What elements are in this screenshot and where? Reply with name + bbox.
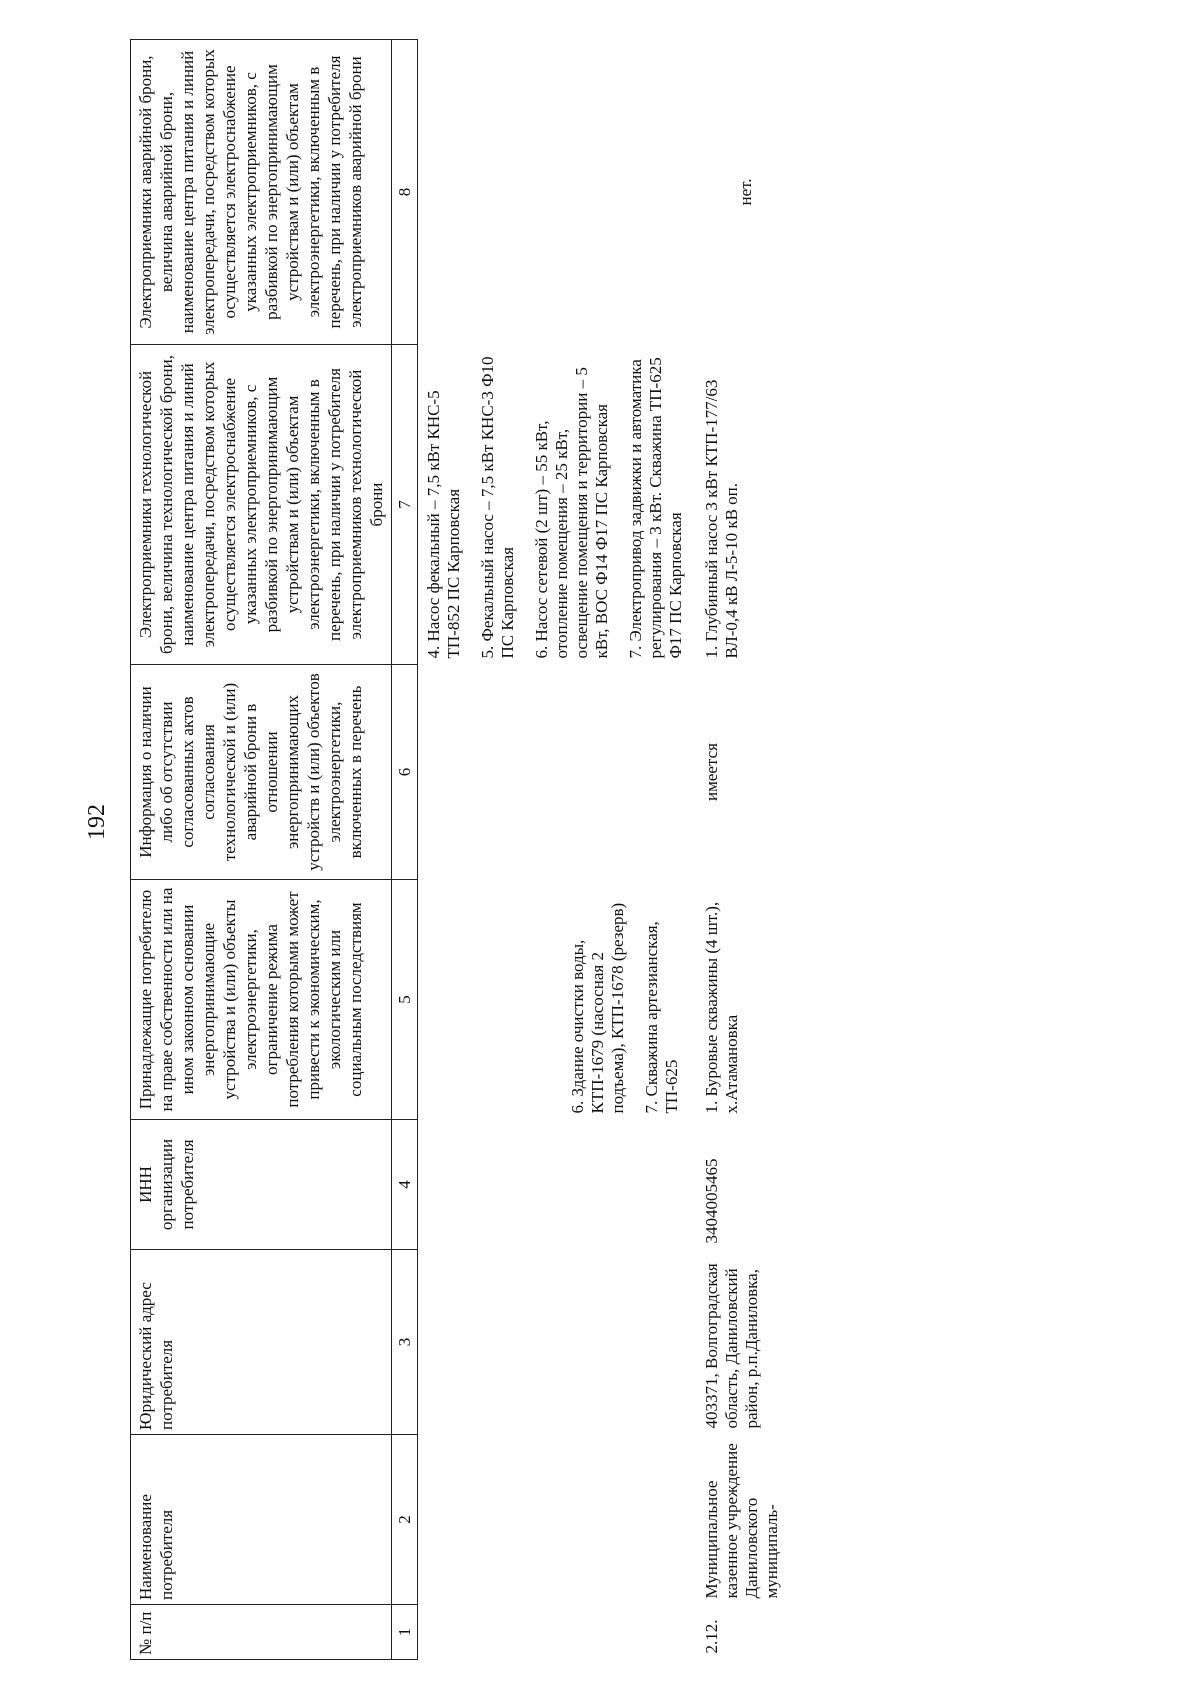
header-cell: Электроприемники технологической брони, величина технологической брони, наименование центра питания и линий электропередачи, посредством которых осуществляется электроснабжение указанных электроприемников, с разбивкой по энергопринимающим устройствам и (или) объектам электроэнергетики, включенным в перечень, при наличии у потребителя электроприемников технологической брони xyxy=(131,345,392,665)
consumer-name: Муниципальное казенное учреждение Даниловского муниципаль- xyxy=(702,1443,781,1599)
row-number: 2.12. xyxy=(702,1619,721,1654)
header-cell: Информация о наличии либо об отсутствии согласованных актов согласования технологической и (или) аварийной брони в отношении энергопринимающих устройств и (или) объектов электроэнергетики, включенных в перечень xyxy=(131,665,392,880)
continuation-row xyxy=(418,40,697,1660)
column-number: 8 xyxy=(392,40,418,345)
tech-reserve: 1. Глубинный насос 3 кВт КТП-177/63 ВЛ-0,4 кВ Л-5-10 кВ оп. xyxy=(702,379,741,659)
column-number-row xyxy=(392,40,418,1660)
rotated-page xyxy=(74,40,1114,1660)
object-item: 7. Скважина артезианская, ТП-625 xyxy=(642,921,681,1114)
tech-item: 5. Фекальный насос – 7,5 кВт КНС-3 Ф10 ПС Карповская xyxy=(478,356,517,659)
row-2-12 xyxy=(696,40,782,1660)
consumer-table xyxy=(130,39,782,1660)
column-number: 5 xyxy=(392,880,418,1120)
objects-cell xyxy=(418,880,697,1120)
header-cell: Электроприемники аварийной брони, величина аварийной брони, наименование центра питания и линий электропередачи, посредством которых осуществляется электроснабжение указанных электроприемников, с разбивкой по энергопринимающим устройствам и (или) объектам электроэнергетики, включенным в перечень, при наличии у потребителя электроприемников аварийной брони xyxy=(131,40,392,345)
header-cell: Юридический адрес потребителя xyxy=(131,1250,392,1435)
tech-item: 7. Электропривод задвижки и автоматика регулирования – 3 кВт. Скважина ТП-625 Ф17 ПС Карповская xyxy=(626,357,685,659)
header-cell: ИНН организации потребителя xyxy=(131,1120,392,1250)
header-row xyxy=(131,40,392,1660)
column-number: 4 xyxy=(392,1120,418,1250)
column-number: 1 xyxy=(392,1605,418,1660)
consumer-objects: 1. Буровые скважины (4 шт.), х.Атамановка xyxy=(702,901,741,1114)
header-cell: Принадлежащие потребителю на праве собственности или на ином законном основании энергопринимающие устройства и (или) объекты электроэнергетики, ограничение режима потребления которыми может привести к экономическим, экологическим или социальным последствиям xyxy=(131,880,392,1120)
header-cell: № п/п xyxy=(131,1605,392,1660)
column-number: 7 xyxy=(392,345,418,665)
page-number: 192 xyxy=(84,804,110,840)
acts-status: имеется xyxy=(702,743,721,801)
object-item: 6. Здание очистки воды, КТП-1679 (насосная 2 подъема), КТП-1678 (резерв) xyxy=(568,902,627,1114)
tech-item: 6. Насос сетевой (2 шт) – 55 кВт, отопление помещения – 25 кВт, освещение помещения и территории – 5 кВт, ВОС Ф14 Ф17 ПС Карповская xyxy=(532,367,611,659)
column-number: 2 xyxy=(392,1435,418,1605)
column-number: 3 xyxy=(392,1250,418,1435)
tech-item: 4. Насос фекальный – 7,5 кВт КНС-5 ТП-852 ПС Карповская xyxy=(424,390,463,659)
column-number: 6 xyxy=(392,665,418,880)
header-cell: Наименование потребителя xyxy=(131,1435,392,1605)
emergency-reserve: нет. xyxy=(736,178,755,206)
tech-reserve-cell xyxy=(418,345,697,665)
consumer-inn: 3404005465 xyxy=(702,1158,721,1244)
consumer-address: 403371, Волгоградская область, Даниловский район, р.п.Даниловка, xyxy=(702,1263,761,1429)
